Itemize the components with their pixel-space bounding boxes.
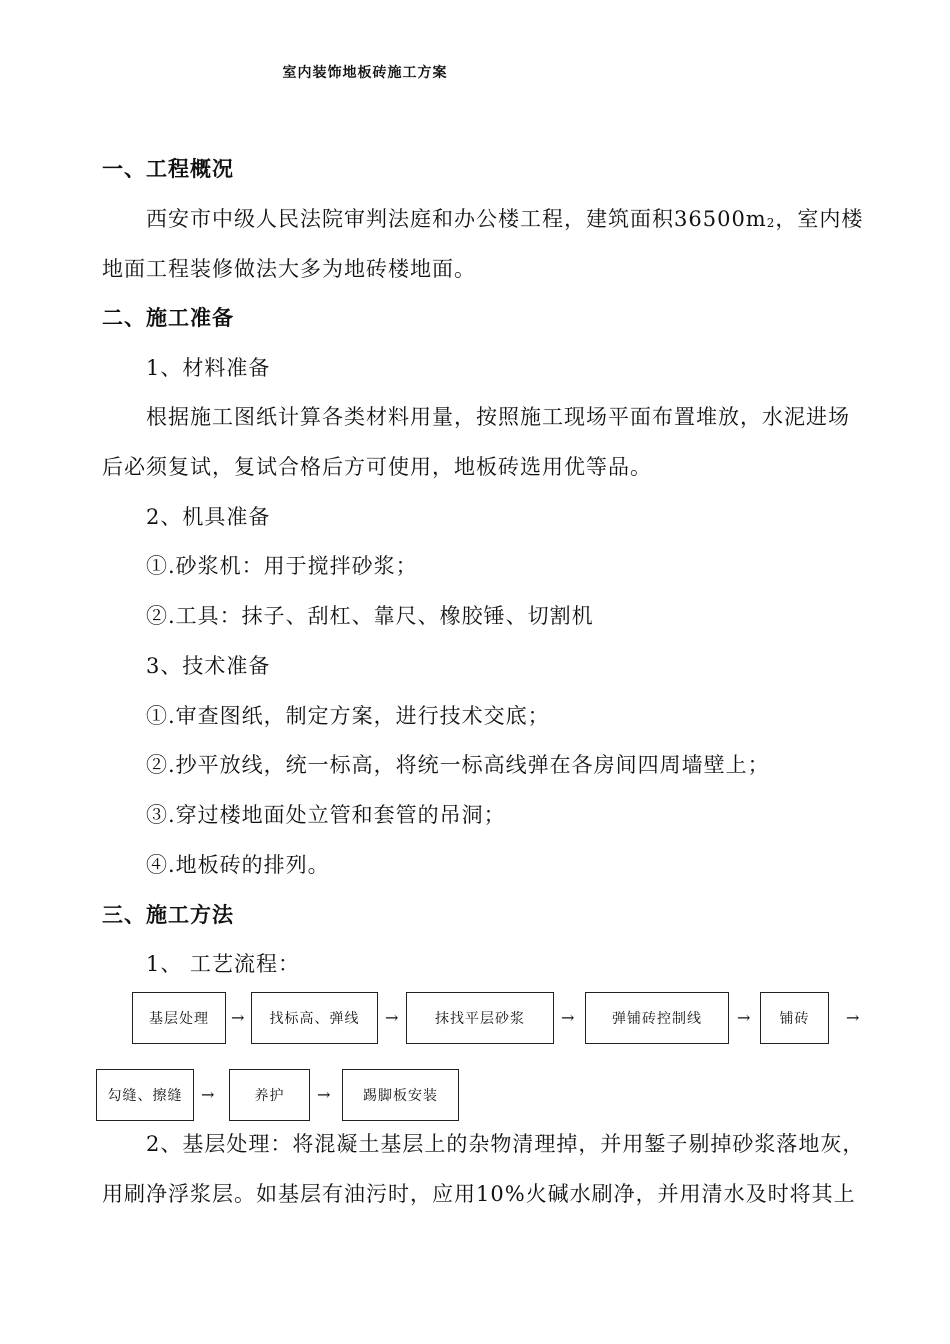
base-treatment-line-1: 2、基层处理：将混凝土基层上的杂物清理掉，并用錾子剔掉砂浆落地灰， (146, 1132, 865, 1156)
flow-arrow: → (201, 1085, 215, 1104)
base-treatment-line-2: 用刷净浮浆层。如基层有油污时，应用10%火碱水刷净，并用清水及时将其上 (102, 1182, 856, 1206)
overview-paragraph-line-1: 西安市中级人民法院审判法庭和办公楼工程，建筑面积$36500m_2$，室内楼 (146, 207, 864, 231)
flow-step-8: 踢脚板安装 (342, 1069, 459, 1121)
flow-step-5: 铺砖 (760, 992, 829, 1044)
overview-paragraph-line-2: 地面工程装修做法大多为地砖楼地面。 (102, 257, 476, 281)
materials-paragraph-line-2: 后必须复试，复试合格后方可使用，地板砖选用优等品。 (102, 455, 652, 479)
equipment-item-2: ②.工具：抹子、刮杠、靠尺、橡胶锤、切割机 (146, 604, 594, 628)
flow-arrow: → (737, 1008, 751, 1027)
technical-item-4: ④.地板砖的排列。 (146, 853, 330, 877)
subheading-equipment: 2、机具准备 (146, 505, 271, 529)
subheading-materials: 1、材料准备 (146, 356, 271, 380)
flow-arrow: → (561, 1008, 575, 1027)
flow-arrow: → (317, 1085, 331, 1104)
page-title: 室内装饰地板砖施工方案 (282, 65, 448, 81)
section-heading-method: 三、施工方法 (102, 902, 234, 927)
flow-step-7: 养护 (229, 1069, 310, 1121)
flow-step-6: 勾缝、擦缝 (96, 1069, 194, 1121)
subheading-technical: 3、技术准备 (146, 654, 271, 678)
technical-item-3: ③.穿过楼地面处立管和套管的吊洞； (146, 803, 506, 827)
flow-step-4: 弹铺砖控制线 (585, 992, 729, 1044)
flow-step-2: 找标高、弹线 (251, 992, 378, 1044)
flow-step-1: 基层处理 (132, 992, 226, 1044)
subheading-process-flow: 1、 工艺流程： (146, 952, 301, 976)
flow-arrow: → (846, 1008, 860, 1027)
section-heading-preparation: 二、施工准备 (102, 305, 234, 330)
technical-item-1: ①.审查图纸，制定方案，进行技术交底； (146, 704, 550, 728)
flow-arrow: → (231, 1008, 245, 1027)
flow-step-3: 抹找平层砂浆 (406, 992, 554, 1044)
flow-arrow: → (385, 1008, 399, 1027)
equipment-item-1: ①.砂浆机：用于搅拌砂浆； (146, 554, 418, 578)
materials-paragraph-line-1: 根据施工图纸计算各类材料用量，按照施工现场平面布置堆放，水泥进场 (146, 405, 850, 429)
section-heading-overview: 一、工程概况 (102, 156, 234, 181)
technical-item-2: ②.抄平放线，统一标高，将统一标高线弹在各房间四周墙壁上； (146, 753, 770, 777)
